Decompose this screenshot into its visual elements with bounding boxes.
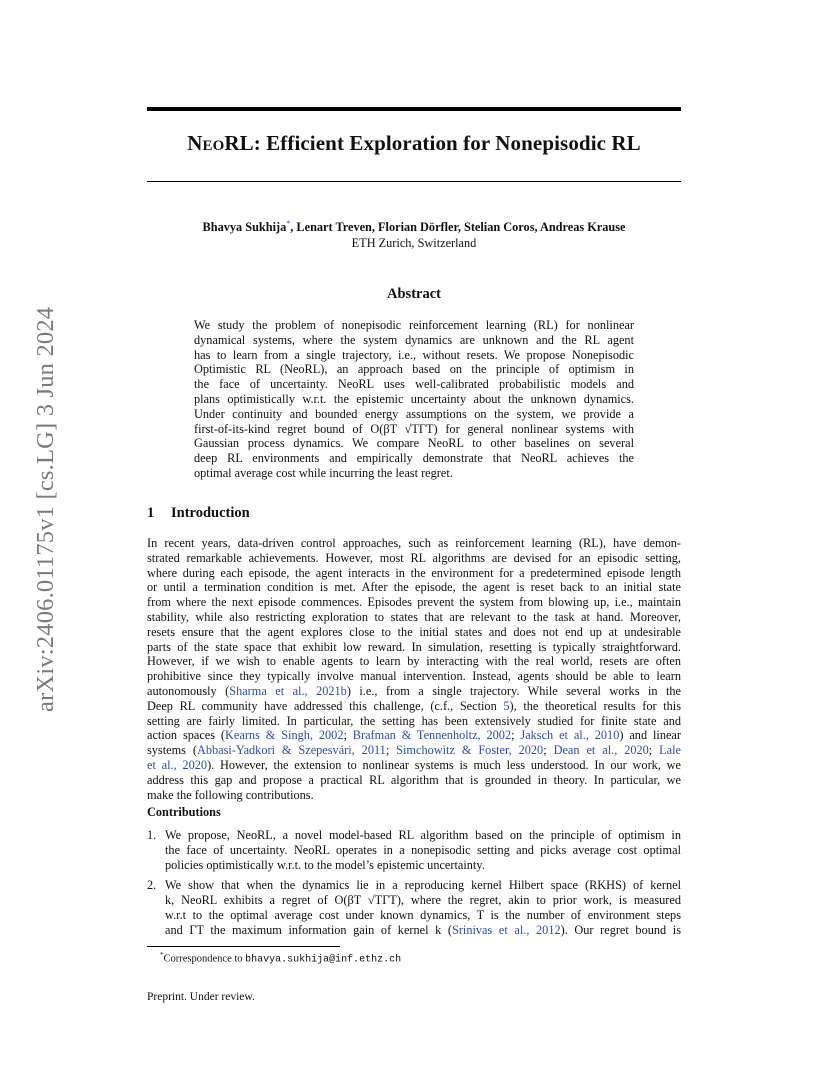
body-line: resets ensure that the agent explores close to the initial states and does not end up at undesirable <box>147 624 681 639</box>
introduction-text <box>147 536 681 802</box>
section-heading <box>147 505 250 522</box>
list-line: k, NeoRL exhibits a regret of O(βT √TΓT), where the regret, akin to prior work, is measured <box>165 893 681 908</box>
title-top-rule <box>147 107 681 111</box>
affiliation: ETH Zurich, Switzerland <box>351 236 477 251</box>
body-line: action spaces (Kearns & Singh, 2002; Brafman & Tennenholtz, 2002; Jaksch et al., 2010) and linear <box>147 728 681 743</box>
abstract-line: the face of uncertainty. NeoRL uses well-calibrated probabilistic models and <box>194 377 634 392</box>
footnote-mark: * <box>160 951 164 959</box>
abstract-text <box>194 318 634 481</box>
list-marker: 2. <box>147 878 157 893</box>
list-item <box>147 828 681 872</box>
footnote-text: Correspondence to <box>163 953 246 965</box>
list-marker: 1. <box>147 828 157 842</box>
author-names <box>147 216 681 235</box>
body-line: et al., 2020). However, the extension to nonlinear systems is much less understood. In our work, we <box>147 757 681 772</box>
body-line: prohibitive since they typically involve manual intervention. Instead, agents should be able to learn <box>147 669 681 684</box>
footnote <box>160 951 401 966</box>
contributions-list <box>147 828 681 944</box>
list-line: and ΓT the maximum information gain of kernel k (Srinivas et al., 2012). Our regret bound is <box>165 922 681 937</box>
body-line: address this gap and propose a practical RL algorithm that is grounded in theory. In particular, we <box>147 772 681 787</box>
abstract-line: Optimistic RL (NeoRL), an approach based on the principle of optimism in <box>194 362 634 377</box>
body-line: setting are fairly limited. In particular, the setting has been extensively studied for finite state and <box>147 713 681 728</box>
list-line: the face of uncertainty. NeoRL operates in a nonepisodic setting and picks average cost optimal <box>165 842 681 857</box>
title-method-name: NeoRL <box>187 131 254 155</box>
body-line: systems (Abbasi-Yadkori & Szepesvári, 2011; Simchowitz & Foster, 2020; Dean et al., 2020; Lale <box>147 743 681 758</box>
list-line: w.r.t to the optimal average cost under known dynamics, T is the number of environment steps <box>165 907 681 922</box>
body-line: However, if we wish to enable agents to learn by interacting with the real world, resets are often <box>147 654 681 669</box>
list-line: We propose, NeoRL, a novel model-based RL algorithm based on the principle of optimism in <box>165 828 681 842</box>
body-line: In recent years, data-driven control approaches, such as reinforcement learning (RL), have demon- <box>147 536 681 550</box>
footnote-email[interactable]: bhavya.sukhija@inf.ethz.ch <box>245 954 402 966</box>
first-author: Bhavya Sukhija <box>202 220 287 235</box>
title-bottom-rule <box>147 181 681 182</box>
preprint-note: Preprint. Under review. <box>147 991 255 1003</box>
section-number: 1 <box>147 505 155 521</box>
abstract-line: optimal average cost while incurring the least regret. <box>194 465 453 480</box>
author-footnote-mark[interactable]: * <box>286 219 291 228</box>
body-line: or until a termination condition is met. After the episode, the agent is reset back to an initial state <box>147 580 681 595</box>
footnote-rule <box>147 946 340 947</box>
title-rest: : Efficient Exploration for Nonepisodic RL <box>253 131 641 155</box>
body-line: make the following contributions. <box>147 787 314 802</box>
abstract-line: first-of-its-kind regret bound of O(βT √TΓT) for general nonlinear systems with <box>194 421 634 436</box>
abstract-line: Under continuity and bounded energy assumptions on the system, we provide a <box>194 406 634 421</box>
contributions-heading: Contributions <box>147 805 221 819</box>
abstract-line: has to learn from a single trajectory, i.e., without resets. We propose Nonepisodic <box>194 347 634 362</box>
list-line: We show that when the dynamics lie in a reproducing kernel Hilbert space (RKHS) of kernel <box>165 878 681 893</box>
paper-title <box>147 131 681 156</box>
body-line: autonomously (Sharma et al., 2021b) i.e., from a single trajectory. While several works in the <box>147 683 681 698</box>
arxiv-stamp[interactable]: arXiv:2406.01175v1 [cs.LG] 3 Jun 2024 <box>32 306 59 712</box>
body-line: from where the next episode commences. Episodes prevent the system from blowing up, i.e., maintain <box>147 595 681 610</box>
body-line: parts of the state space that exhibit low reward. In simulation, resetting is typically straightforward. <box>147 639 681 654</box>
abstract-line: plans optimistically w.r.t. the epistemic uncertainty about the unknown dynamics. <box>194 391 634 406</box>
other-authors: , Lenart Treven, Florian Dörfler, Stelian Coros, Andreas Krause <box>290 220 626 235</box>
body-line: strated remarkable achievements. However, most RL algorithms are devised for an episodic setting, <box>147 550 681 565</box>
body-line: stability, while also restricting exploration to states that are relevant to the task at hand. Moreover, <box>147 609 681 624</box>
abstract-line: deep RL environments and empirically demonstrate that NeoRL achieves the <box>194 451 634 466</box>
body-line: Deep RL community have addressed this challenge, (c.f., Section 5), the theoretical results for this <box>147 698 681 713</box>
abstract-line: dynamical systems, where the system dynamics are unknown and the RL agent <box>194 332 634 347</box>
list-item <box>147 878 681 937</box>
abstract-line: We study the problem of nonepisodic reinforcement learning (RL) for nonlinear <box>194 318 634 332</box>
author-block <box>147 216 681 251</box>
abstract-line: Gaussian process dynamics. We compare NeoRL to other baselines on several <box>194 436 634 451</box>
section-title: Introduction <box>171 505 250 521</box>
abstract-heading: Abstract <box>387 286 441 302</box>
list-line: policies optimistically w.r.t. to the model’s epistemic uncertainty. <box>165 857 485 872</box>
body-line: where during each episode, the agent interacts in the environment for a predetermined episode length <box>147 565 681 580</box>
